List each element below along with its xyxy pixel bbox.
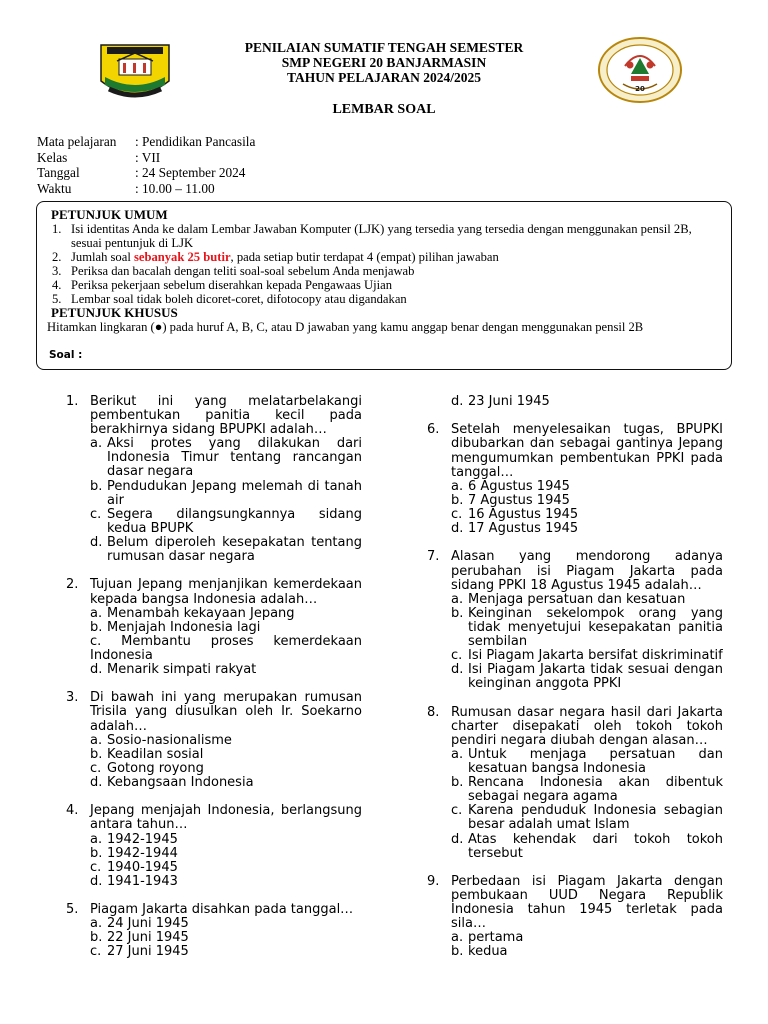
info-label: Waktu — [37, 180, 72, 196]
option-letter: a. — [90, 831, 103, 847]
option-text: Belum diperoleh kesepakatan tentang rumusan dasar negara — [107, 534, 362, 565]
option-text: Aksi protes yang dilakukan dari Indonesia Timur tentang rancangan dasar negara — [107, 436, 362, 480]
option-letter: d. — [90, 774, 103, 790]
option-letter: d. — [451, 831, 464, 847]
option-letter: a. — [90, 436, 103, 452]
option-letter: a. — [90, 916, 103, 932]
option-text: 23 Juni 1945 — [468, 394, 550, 409]
school-logo — [597, 36, 683, 104]
question-body — [90, 903, 362, 959]
answer-option — [90, 480, 362, 508]
answer-option — [90, 621, 362, 635]
info-label: Kelas — [37, 149, 68, 165]
option-text: Isi Piagam Jakarta bersifat diskriminatif — [468, 648, 723, 664]
answer-option — [90, 931, 362, 945]
answer-option — [90, 635, 362, 663]
instruction-item — [47, 250, 721, 264]
questions-column-left — [66, 395, 362, 974]
answer-option — [451, 804, 723, 832]
question-number: 4. — [66, 803, 79, 819]
academic-year: TAHUN PELAJARAN 2024/2025 — [286, 70, 481, 85]
instruction-item — [47, 264, 721, 278]
question-body — [451, 706, 723, 861]
answer-option — [451, 945, 723, 959]
option-letter: c. — [451, 506, 463, 522]
question-item — [66, 903, 362, 959]
option-letter: b. — [90, 930, 103, 946]
answer-option — [90, 508, 362, 536]
answer-option — [90, 833, 362, 847]
option-text: pertama — [468, 930, 524, 946]
question-item — [427, 550, 723, 691]
question-body — [451, 423, 723, 536]
instruction-number: 1. — [52, 222, 62, 236]
info-row-time — [37, 181, 255, 197]
instruction-text: Isi identitas Anda ke dalam Lembar Jawaban Komputer (LJK) yang tersedia yang tersedia dengan menggunakan pensil 2B, sesuai pentunjuk di LJK — [71, 222, 692, 250]
question-number: 1. — [66, 394, 79, 409]
option-letter: b. — [90, 478, 103, 494]
answer-option — [90, 847, 362, 861]
option-text: Keinginan sekelompok orang yang tidak menyetujui kesepakatan panitia sembilan — [468, 605, 723, 649]
exam-info — [37, 134, 255, 196]
option-letter: c. — [90, 859, 102, 875]
option-letter: b. — [451, 605, 464, 621]
question-number: 8. — [427, 704, 440, 720]
special-instructions-heading: PETUNJUK KHUSUS — [51, 305, 178, 320]
option-letter: d. — [90, 873, 103, 889]
answer-option — [451, 480, 723, 494]
school-name: SMP NEGERI 20 BANJARMASIN — [281, 55, 487, 70]
option-letter: a. — [451, 591, 464, 607]
banjarmasin-logo — [95, 41, 175, 103]
option-text: Gotong royong — [107, 760, 204, 776]
question-stem: Alasan yang mendorong adanya perubahan isi Piagam Jakarta pada sidang PPKI 18 Agustus 1945 adalah… — [451, 549, 723, 593]
answer-option — [451, 508, 723, 522]
option-text: 6 Agustus 1945 — [468, 478, 570, 494]
option-text: 1941-1943 — [107, 873, 178, 889]
svg-text:20: 20 — [635, 85, 645, 93]
option-text: Untuk menjaga persatuan dan kesatuan bangsa Indonesia — [468, 746, 723, 777]
option-letter: b. — [90, 746, 103, 762]
option-text: 1940-1945 — [107, 859, 178, 875]
option-text: Isi Piagam Jakarta tidak sesuai dengan keinginan anggota PPKI — [468, 662, 723, 692]
option-text: Sosio-nasionalisme — [107, 732, 232, 748]
info-value: : Pendidikan Pancasila — [135, 134, 256, 149]
option-letter: b. — [451, 492, 464, 508]
instruction-text — [71, 250, 721, 264]
answer-option — [90, 734, 362, 748]
option-text: Menjajah Indonesia lagi — [107, 619, 261, 635]
question-item — [66, 395, 362, 564]
question-body — [90, 691, 362, 790]
instruction-number: 5. — [52, 292, 62, 306]
option-text: Kebangsaan Indonesia — [107, 774, 254, 790]
question-item — [427, 706, 723, 861]
questions-label: Soal : — [49, 349, 83, 361]
question-number: 3. — [66, 690, 79, 706]
question-number: 2. — [66, 577, 79, 593]
question-item — [66, 691, 362, 790]
option-letter: c. — [90, 944, 102, 960]
option-text: Segera dilangsungkannya sidang kedua BPUPK — [107, 506, 362, 536]
answer-option — [451, 748, 723, 776]
option-text: Atas kehendak dari tokoh tokoh tersebut — [468, 831, 723, 861]
answer-option — [90, 748, 362, 762]
continued-options — [451, 395, 723, 409]
question-count-highlight: sebanyak 25 butir — [133, 250, 231, 264]
info-label: Tanggal — [37, 165, 80, 180]
answer-option — [90, 663, 362, 677]
option-letter: a. — [451, 930, 464, 946]
answer-option — [90, 776, 362, 790]
exam-title: PENILAIAN SUMATIF TENGAH SEMESTER — [244, 40, 524, 55]
option-text: 7 Agustus 1945 — [468, 492, 570, 508]
question-number: 7. — [427, 549, 440, 565]
option-letter: a. — [451, 746, 464, 762]
answer-option — [90, 536, 362, 564]
option-letter: b. — [90, 845, 103, 861]
special-instructions-text: Hitamkan lingkaran (●) pada huruf A, B, C, atau D jawaban yang kamu anggap benar dengan menggunakan pensil 2B — [47, 320, 644, 334]
answer-option — [451, 649, 723, 663]
answer-option — [451, 931, 723, 945]
answer-option — [451, 522, 723, 536]
option-letter: c. — [451, 648, 463, 664]
option-text: 17 Agustus 1945 — [468, 521, 579, 537]
option-text: Rencana Indonesia akan dibentuk sebagai negara agama — [468, 775, 723, 805]
option-text: 1942-1945 — [107, 831, 178, 847]
option-text: Menjaga persatuan dan kesatuan — [468, 591, 686, 607]
question-stem: Tujuan Jepang menjanjikan kemerdekaan kepada bangsa Indonesia adalah… — [90, 577, 362, 607]
info-row-class — [37, 150, 255, 166]
answer-option — [90, 917, 362, 931]
general-instructions-heading: PETUNJUK UMUM — [51, 207, 168, 222]
option-text: 27 Juni 1945 — [107, 944, 189, 960]
question-item — [427, 423, 723, 536]
option-letter: b. — [451, 775, 464, 791]
option-text: Menambah kekayaan Jepang — [107, 605, 295, 621]
option-text: Keadilan sosial — [107, 746, 204, 762]
question-stem: Setelah menyelesaikan tugas, BPUPKI dibubarkan dan sebagai gantinya Jepang mengumumkan pembentukan PPKI pada tanggal… — [451, 422, 723, 480]
answer-option — [451, 833, 723, 861]
option-letter: d. — [451, 394, 464, 409]
answer-option — [451, 663, 723, 691]
option-letter: a. — [451, 478, 464, 494]
instruction-number: 2. — [52, 250, 62, 264]
question-item — [66, 804, 362, 889]
option-text: Karena penduduk Indonesia sebagian besar adalah umat Islam — [468, 803, 723, 833]
option-letter: d. — [451, 521, 464, 537]
answer-option — [90, 607, 362, 621]
option-text: 24 Juni 1945 — [107, 916, 189, 932]
instruction-text: Lembar soal tidak boleh dicoret-coret, difotocopy atau digandakan — [71, 292, 407, 306]
option-letter: d. — [90, 534, 103, 550]
question-number: 6. — [427, 422, 440, 438]
instruction-item — [47, 222, 721, 250]
instruction-text: Periksa dan bacalah dengan teliti soal-soal sebelum Anda menjawab — [71, 264, 415, 278]
questions-column-right — [427, 395, 723, 974]
instructions-box — [36, 201, 732, 370]
option-text: 16 Agustus 1945 — [468, 506, 579, 522]
document-header — [184, 40, 584, 117]
info-value: : 10.00 – 11.00 — [135, 180, 215, 196]
question-number: 9. — [427, 874, 440, 889]
instruction-item — [47, 278, 721, 292]
option-letter: b. — [451, 944, 464, 960]
instruction-text: Periksa pekerjaan sebelum diserahkan kepada Pengawaas Ujian — [71, 278, 393, 292]
question-stem: Piagam Jakarta disahkan pada tanggal… — [90, 902, 354, 918]
answer-option — [90, 762, 362, 776]
answer-option — [451, 494, 723, 508]
question-stem: Di bawah ini yang merupakan rumusan Trisila yang diusulkan oleh Ir. Soekarno adalah… — [90, 690, 362, 734]
question-stem: Jepang menjajah Indonesia, berlangsung antara tahun… — [90, 803, 362, 833]
instruction-text-suffix: , pada setiap butir terdapat 4 (empat) pilihan jawaban — [230, 250, 499, 264]
option-letter: a. — [90, 732, 103, 748]
question-item — [66, 578, 362, 677]
option-text: 1942-1944 — [107, 845, 178, 861]
question-number: 5. — [66, 902, 79, 918]
option-letter: a. — [90, 605, 103, 621]
question-body — [451, 550, 723, 691]
option-text: kedua — [468, 944, 508, 960]
instruction-number: 3. — [52, 264, 62, 278]
option-letter: c. — [451, 803, 463, 819]
info-label: Mata pelajaran — [37, 134, 117, 149]
general-instructions-list — [47, 222, 721, 306]
option-letter: d. — [451, 662, 464, 678]
answer-option — [451, 593, 723, 607]
question-stem: Rumusan dasar negara hasil dari Jakarta charter disepakati oleh tokoh tokoh pendiri negara diubah dengan alasan… — [451, 704, 723, 748]
answer-option — [90, 861, 362, 875]
option-letter: b. — [90, 619, 103, 635]
document-title: LEMBAR SOAL — [332, 102, 436, 117]
answer-option — [90, 875, 362, 889]
answer-option — [451, 395, 723, 409]
info-row-subject — [37, 134, 255, 150]
question-item — [427, 875, 723, 960]
question-body — [90, 804, 362, 889]
question-body — [451, 875, 723, 960]
question-stem: Berikut ini yang melatarbelakangi pembentukan panitia kecil pada berakhirnya sidang BPUPKI adalah… — [90, 394, 362, 438]
question-stem: Perbedaan isi Piagam Jakarta dengan pembukaan UUD Negara Republik Indonesia tahun 1945 terletak pada sila… — [451, 874, 723, 932]
answer-option — [90, 945, 362, 959]
info-value: : VII — [135, 149, 161, 165]
option-text: 22 Juni 1945 — [107, 930, 189, 946]
answer-option — [90, 437, 362, 479]
info-value: : 24 September 2024 — [135, 165, 246, 180]
answer-option — [451, 776, 723, 804]
option-letter: c. — [90, 506, 102, 522]
info-row-date — [37, 165, 255, 181]
answer-option — [451, 607, 723, 649]
instruction-item — [47, 292, 721, 306]
instruction-text-prefix: Jumlah soal — [71, 250, 134, 264]
option-letter: c. — [90, 633, 102, 649]
option-text: Pendudukan Jepang melemah di tanah air — [107, 478, 362, 508]
option-letter: c. — [90, 760, 102, 776]
instruction-number: 4. — [52, 278, 62, 292]
question-body — [90, 395, 362, 564]
option-text: Membantu proses kemerdekaan Indonesia — [90, 633, 362, 663]
question-body — [90, 578, 362, 677]
option-letter: d. — [90, 661, 103, 677]
option-text: Menarik simpati rakyat — [107, 661, 257, 677]
